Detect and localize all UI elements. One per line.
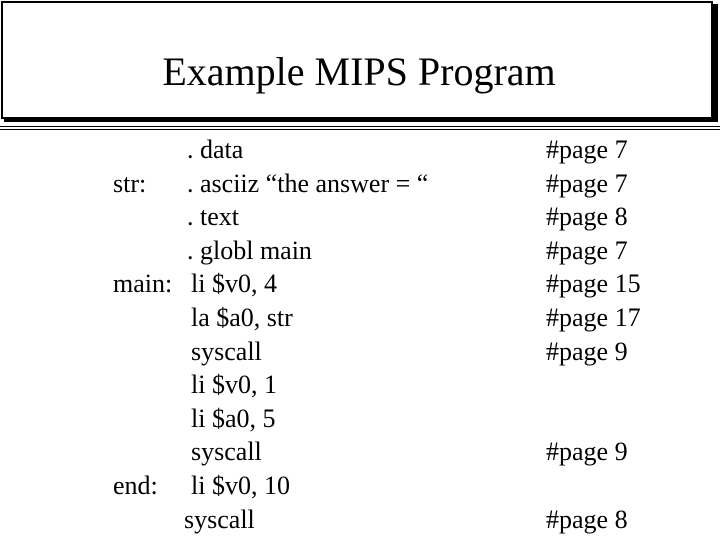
code-instruction: li $v0, 10 [191, 470, 290, 500]
code-comment: #page 15 [546, 269, 641, 299]
code-instruction: . asciiz “the answer = “ [187, 168, 429, 198]
code-line [0, 234, 720, 268]
code-instruction: syscall [184, 504, 255, 534]
code-comment: #page 8 [546, 504, 628, 534]
code-line [0, 133, 720, 167]
code-listing [0, 133, 720, 536]
code-line [0, 469, 720, 503]
code-comment: #page 8 [546, 202, 628, 232]
code-line [0, 267, 720, 301]
code-label: str: [113, 168, 147, 198]
code-instruction: li $a0, 5 [191, 403, 276, 433]
code-comment: #page 7 [546, 135, 628, 164]
code-line [0, 368, 720, 402]
code-instruction: la $a0, str [191, 302, 293, 332]
code-comment: #page 17 [546, 302, 641, 332]
code-comment: #page 7 [546, 235, 628, 265]
code-instruction: syscall [191, 336, 262, 366]
title-shadow-bottom [4, 119, 718, 122]
code-line [0, 301, 720, 335]
code-line [0, 402, 720, 436]
code-line [0, 435, 720, 469]
slide-title: Example MIPS Program [162, 49, 556, 94]
code-instruction: . globl main [187, 235, 312, 265]
code-line [0, 200, 720, 234]
divider-line-bottom [0, 129, 720, 130]
code-comment: #page 7 [546, 168, 628, 198]
code-instruction: li $v0, 4 [191, 269, 277, 299]
code-label: main: [113, 269, 173, 299]
code-instruction: . data [187, 135, 244, 164]
code-instruction: li $v0, 1 [191, 370, 277, 400]
code-instruction: syscall [191, 437, 262, 467]
divider-line-top [0, 126, 720, 127]
code-instruction: . text [187, 202, 239, 232]
code-comment: #page 9 [546, 336, 628, 366]
code-comment: #page 9 [546, 437, 628, 467]
code-line [0, 503, 720, 537]
code-line [0, 167, 720, 201]
code-label: end: [113, 470, 158, 500]
code-line [0, 335, 720, 369]
